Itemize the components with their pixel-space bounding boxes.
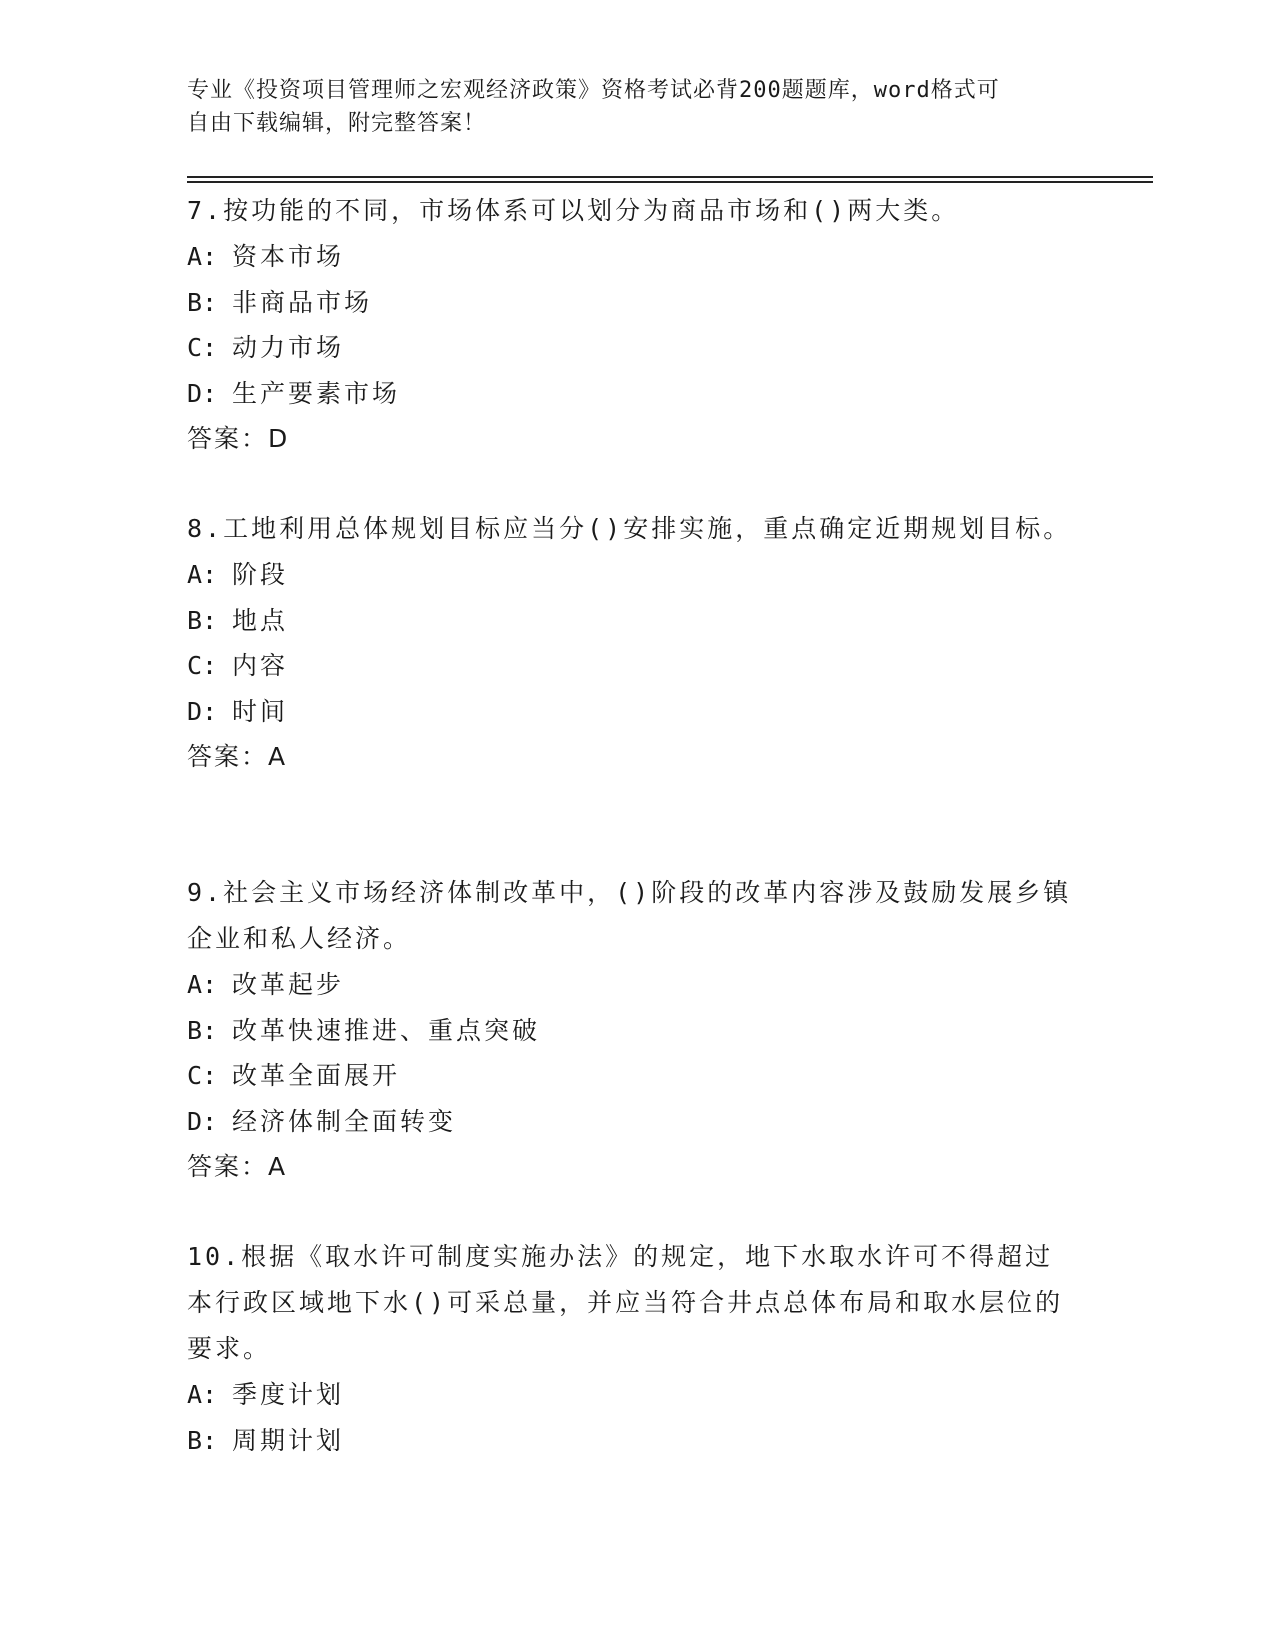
option-text: 动力市场 [232,333,345,362]
question-block [187,1234,1077,1463]
option-text: 阶段 [232,560,289,589]
option-text: 经济体制全面转变 [232,1106,457,1136]
header-divider-top [187,176,1153,178]
option-a [187,1372,1077,1418]
option-text: 资本市场 [232,242,345,271]
option-text: 地点 [232,605,289,635]
option-text: 改革起步 [232,970,345,999]
question-stem: 7.按功能的不同，市场体系可以划分为商品市场和()两大类。 [187,196,960,225]
option-b [187,1418,1077,1464]
document-header [187,74,1067,140]
option-text: 内容 [232,651,289,680]
option-letter: B: [187,1425,218,1455]
option-c [187,643,1077,689]
option-letter: D: [187,1106,218,1136]
header-divider-bottom [187,181,1153,183]
answer-line: 答案：A [187,742,288,771]
option-a [187,962,1077,1008]
option-letter: C: [187,651,218,680]
option-a [187,234,1077,280]
question-block [187,870,1077,1190]
option-text: 季度计划 [232,1380,345,1409]
option-letter: C: [187,1061,218,1090]
answer-line: 答案：D [187,424,290,453]
option-c [187,1053,1077,1099]
option-b [187,1008,1077,1054]
option-text: 周期计划 [232,1425,345,1455]
option-text: 生产要素市场 [232,378,401,408]
option-letter: A: [187,970,218,999]
header-line-1: 专业《投资项目管理师之宏观经济政策》资格考试必背200题题库，word格式可 [187,78,1000,103]
option-text: 改革快速推进、重点突破 [232,1015,541,1045]
option-d [187,1099,1077,1145]
option-text: 非商品市场 [232,287,373,317]
option-letter: B: [187,605,218,635]
option-a [187,552,1077,598]
option-text: 时间 [232,696,289,726]
option-letter: A: [187,242,218,271]
question-stem: 9.社会主义市场经济体制改革中，()阶段的改革内容涉及鼓励发展乡镇企业和私人经济。 [187,878,1072,953]
option-letter: D: [187,378,218,408]
answer-line: 答案：A [187,1152,288,1181]
option-letter: A: [187,560,218,589]
option-d [187,689,1077,735]
question-stem: 8.工地利用总体规划目标应当分()安排实施，重点确定近期规划目标。 [187,514,1072,543]
option-letter: A: [187,1380,218,1409]
option-letter: C: [187,333,218,362]
option-letter: B: [187,287,218,317]
question-stem: 10.根据《取水许可制度实施办法》的规定，地下水取水许可不得超过本行政区域地下水()可采总量，并应当符合井点总体布局和取水层位的要求。 [187,1242,1064,1363]
option-letter: D: [187,696,218,726]
option-c [187,325,1077,371]
option-b [187,598,1077,644]
header-line-2: 自由下载编辑，附完整答案！ [187,111,487,136]
question-block [187,506,1077,780]
question-block [187,188,1077,462]
option-text: 改革全面展开 [232,1061,401,1090]
option-letter: B: [187,1015,218,1045]
option-d [187,371,1077,417]
option-b [187,280,1077,326]
